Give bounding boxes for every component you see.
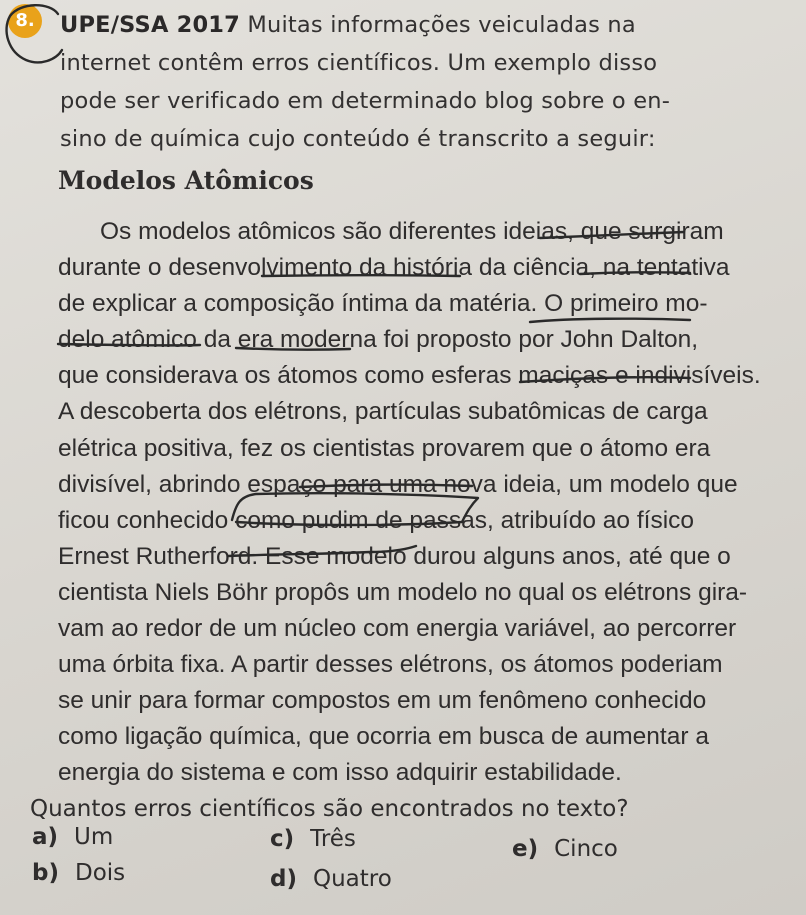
article-title: Modelos Atômicos [58,166,314,195]
question-prompt: Quantos erros científicos são encontrados no texto? [30,796,629,822]
article-line: durante o desenvolvimento da história da ciência, na tentativa [58,254,730,282]
option-a[interactable] [32,824,113,850]
option-letter: a) [32,824,59,850]
option-b[interactable] [32,860,125,886]
option-letter: c) [270,826,295,852]
question-intro [30,6,790,158]
article-line: energia do sistema e com isso adquirir estabilidade. [58,759,622,787]
article-line: se unir para formar compostos em um fenômeno conhecido [58,687,707,715]
option-letter: b) [32,860,59,886]
article-line: A descoberta dos elétrons, partículas subatômicas de carga [58,398,708,426]
article-line: ficou conhecido como pudim de passas, atribuído ao físico [58,506,695,534]
article-line: divisível, abrindo espaço para uma nova ideia, um modelo que [58,470,738,498]
question-number-badge: 8. [8,4,42,38]
article-line: delo atômico da era moderna foi proposto por John Dalton, [58,326,699,354]
option-text: Cinco [554,836,618,862]
option-d[interactable] [270,866,392,892]
option-e[interactable] [512,836,618,862]
intro-line-2: internet contêm erros científicos. Um exemplo disso [60,50,658,76]
article-body [58,214,798,792]
article-line: de explicar a composição íntima da matéria. O primeiro mo- [58,290,708,318]
article-line: Os modelos atômicos são diferentes ideias, que surgiram [100,218,724,245]
article-line: que considerava os átomos como esferas maciças e indivisíveis. [58,362,761,390]
article-line: cientista Niels Böhr propôs um modelo no qual os elétrons gira- [58,578,748,606]
article-line: uma órbita fixa. A partir desses elétrons, os átomos poderiam [58,651,723,679]
option-letter: e) [512,836,539,862]
article-line: Ernest Rutherford. Esse modelo durou alguns anos, até que o [58,542,731,570]
article-line: como ligação química, que ocorria em busca de aumentar a [58,723,709,751]
option-text: Quatro [312,866,392,892]
option-c[interactable] [270,826,356,852]
option-text: Dois [74,860,126,886]
article-line: vam ao redor de um núcleo com energia variável, ao percorrer [58,615,737,643]
intro-line-3: pode ser verificado em determinado blog sobre o en- [60,88,671,114]
exam-source: UPE/SSA 2017 [60,12,241,38]
article-line: elétrica positiva, fez os cientistas provarem que o átomo era [58,434,711,462]
option-letter: d) [270,866,297,892]
option-text: Três [310,826,356,852]
option-text: Um [74,824,114,850]
intro-line-4: sino de química cujo conteúdo é transcrito a seguir: [60,126,656,152]
intro-line-1: UPE/SSA 2017 Muitas informações veiculadas na [60,12,636,38]
